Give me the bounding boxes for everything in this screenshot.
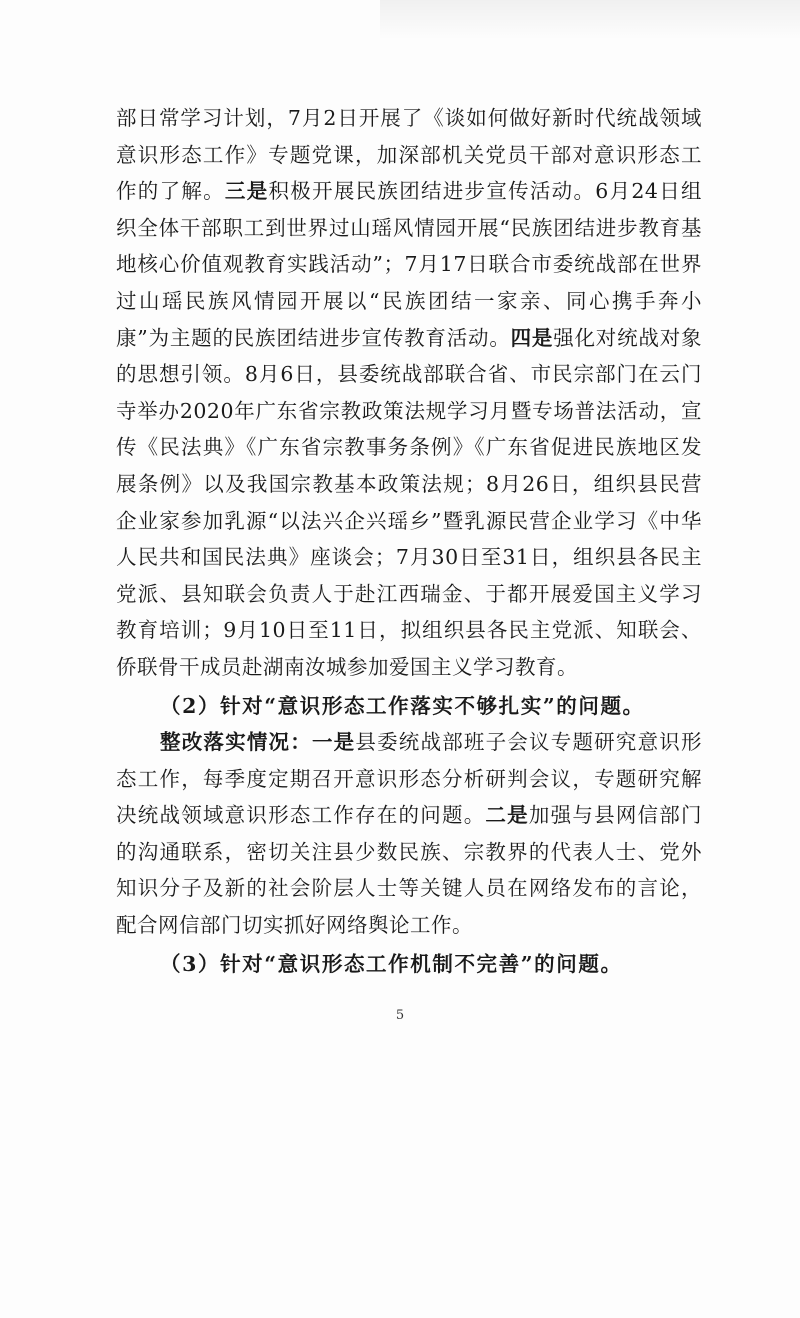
lead-four: 四是 [510,325,554,350]
section-heading-3: （3）针对“意识形态工作机制不完善”的问题。 [160,951,623,976]
lead-three: 三是 [224,179,269,204]
continuation-text-c: 强化对统战对象的思想引领。8月6日，县委统战部联合省、市民宗部门在云门寺举办2020年广东省宗教政策法规学习月暨专场普法活动，宣传《民法典》《广东省宗教事务条例》《广东省促进民族地区发展条例》以及我国宗教基本政策法规；8月26日，组织县民营企业家参加乳源“以法兴企兴瑶乡”暨乳源民营企业学习《中华人民共和国民法典》座谈会；7月30日至31日，组织县各民主党派、县知联会负责人于赴江西瑞金、于都开展爱国主义学习教育培训；9月10日至11日，拟组织县各民主党派、知联会、侨联骨干成员赴湖南汝城参加爱国主义学习教育。 [116,325,702,679]
continuation-text-a: 部日常学习计划，7月2日开展了《谈如何做好新时代统战领域意识形态工作》专题党课，加深部机关党员干部对意识形态工作的了解。 [116,106,702,204]
rectify-text-b: 加强与县网信部门的沟通联系，密切关注县少数民族、宗教界的代表人士、党外知识分子及新的社会阶层人士等关键人员在网络发布的言论，配合网信部门切实抓好网络舆论工作。 [116,803,703,938]
document-body [116,100,702,982]
rectify-text-a: 县委统战部班子会议专题研究意识形态工作，每季度定期召开意识形态分析研判会议，专题研究解决统战领域意识形态工作存在的问题。 [116,730,703,828]
page-number: 5 [395,1008,405,1023]
lead-one: 一是 [311,730,356,755]
rectify-label: 整改落实情况： [160,730,312,755]
scan-shadow [380,0,800,40]
paragraph-rectification [116,724,702,944]
paragraph-continuation [116,100,702,686]
section-heading-2: （2）针对“意识形态工作落实不够扎实”的问题。 [160,693,645,718]
continuation-text-b: 积极开展民族团结进步宣传活动。6月24日组织全体干部职工到世界过山瑶风情园开展“民族团结进步教育基地核心价值观教育实践活动”；7月17日联合市委统战部在世界过山瑶民族风情园开展以“民族团结一家亲、同心携手奔小康”为主题的民族团结进步宣传教育活动。 [116,179,703,350]
lead-two: 二是 [485,803,529,828]
